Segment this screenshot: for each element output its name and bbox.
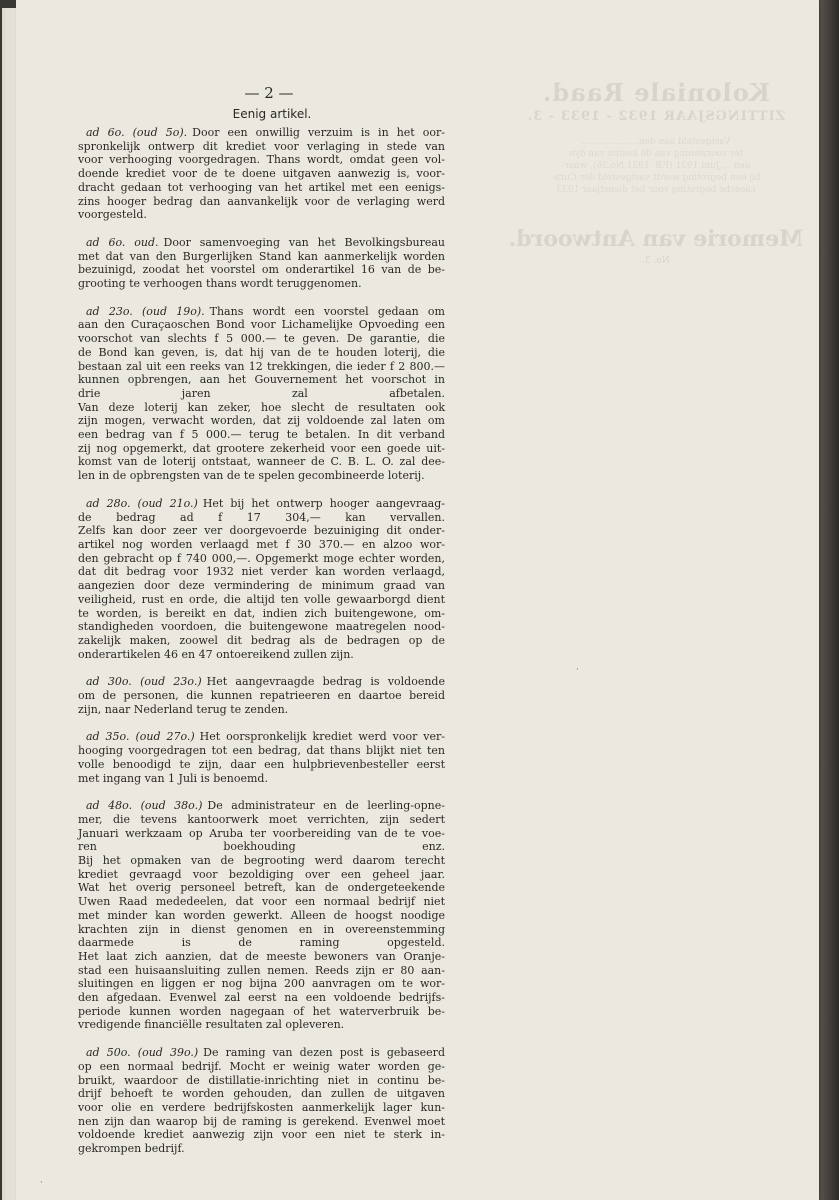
paper-speck: · xyxy=(40,1178,43,1188)
line-text: de Bond kan geven, is, dat hij van de te houden loterij, die xyxy=(78,345,445,359)
text-line xyxy=(78,1142,445,1156)
line-text: Januari werkzaam op Aruba ter voorbereiding van de te voe- xyxy=(78,826,445,840)
text-line xyxy=(78,923,445,937)
text-line xyxy=(78,607,445,621)
line-text: Het laat zich aanzien, dat de meeste bewoners van Oranje- xyxy=(78,949,445,963)
document-page xyxy=(16,0,819,1200)
line-text: voorgesteld. xyxy=(78,208,147,222)
text-line xyxy=(78,236,445,250)
line-text: met ingang van 1 Juli is benoemd. xyxy=(78,771,268,785)
line-text: De administrateur en de leerling-opne- xyxy=(207,799,445,813)
text-line xyxy=(78,511,445,525)
text-line xyxy=(78,799,445,813)
page-number: — 2 — xyxy=(244,84,294,102)
line-text: voldoende krediet aanwezig zijn voor een niet te sterk in- xyxy=(78,1128,445,1142)
line-text: nen zijn dan waarop bij de raming is gerekend. Evenwel moet xyxy=(78,1114,445,1128)
text-line xyxy=(78,744,445,758)
line-text: zins hooger bedrag dan aanvankelijk voor de verlaging werd xyxy=(78,194,445,208)
text-line xyxy=(78,620,445,634)
text-line xyxy=(78,401,445,415)
line-text: de bedrag ad f 17 304,— kan vervallen. xyxy=(78,510,445,524)
text-line xyxy=(78,524,445,538)
text-line xyxy=(78,1005,445,1019)
line-text: Wat het overig personeel betreft, kan de ondergeteekende xyxy=(78,881,445,895)
line-text: sluitingen en liggen er nog bijna 200 aanvragen om te wor- xyxy=(78,977,445,991)
text-line xyxy=(78,936,445,950)
paragraph xyxy=(78,497,445,661)
text-line xyxy=(78,250,445,264)
line-text: bruikt, waardoor de distillatie-inrichting niet in continu be- xyxy=(78,1073,445,1087)
text-line xyxy=(78,455,445,469)
line-text: standigheden voordoen, die buitengewone maatregelen nood- xyxy=(78,620,445,634)
text-line xyxy=(78,772,445,786)
body-text xyxy=(78,126,445,1170)
paper-speck: · xyxy=(576,665,579,675)
line-text: Uwen Raad mededeelen, dat voor een normaal bedrijf niet xyxy=(78,895,445,909)
text-line xyxy=(78,1128,445,1142)
text-line xyxy=(78,538,445,552)
line-text: hooging voorgedragen tot een bedrag, dat thans blijkt niet ten xyxy=(78,744,445,758)
text-line xyxy=(78,208,445,222)
text-line xyxy=(78,1018,445,1032)
text-line xyxy=(78,991,445,1005)
line-text: voor verhooging voorgedragen. Thans wordt, omdat geen vol- xyxy=(78,153,445,167)
text-line xyxy=(78,895,445,909)
line-text: grooting te verhoogen thans wordt teruggenomen. xyxy=(78,277,362,291)
line-text: aan den Curaçaoschen Bond voor Lichamelijke Opvoeding een xyxy=(78,318,445,332)
text-line xyxy=(78,689,445,703)
line-text: Het bij het ontwerp hooger aangevraag- xyxy=(202,496,445,510)
paragraph xyxy=(78,799,445,1032)
text-line xyxy=(78,840,445,854)
line-text: krachten zijn in dienst genomen en in overeenstemming xyxy=(78,922,445,936)
text-line xyxy=(78,277,445,291)
text-line xyxy=(78,675,445,689)
text-line xyxy=(78,181,445,195)
line-text: een bedrag van f 5 000.— terug te betalen. In dit verband xyxy=(78,428,445,442)
text-line xyxy=(78,1046,445,1060)
article-reference: ad 28o. (oud 21o.) xyxy=(86,496,198,510)
line-text: dat dit bedrag voor 1932 niet verder kan worden verlaagd, xyxy=(78,565,445,579)
line-text: len in de opbrengsten van de te spelen gecombineerde loterij. xyxy=(78,469,425,483)
book-spine-edge xyxy=(819,0,839,1200)
line-text: voorschot van slechts f 5 000.— te geven. De garantie, die xyxy=(78,332,445,346)
line-text: daarmede is de raming opgesteld. xyxy=(78,936,445,950)
line-text: komst van de loterij ontstaat, wanneer de C. B. L. O. zal dee- xyxy=(78,455,445,469)
paragraph xyxy=(78,126,445,222)
article-reference: ad 30o. (oud 23o.) xyxy=(86,675,202,689)
text-line xyxy=(78,703,445,717)
text-line xyxy=(78,730,445,744)
text-line xyxy=(78,758,445,772)
line-text: op een normaal bedrijf. Mocht er weinig water worden ge- xyxy=(78,1059,445,1073)
line-text: krediet gevraagd voor bezoldiging over een geheel jaar. xyxy=(78,867,445,881)
text-line xyxy=(78,140,445,154)
line-text: Zelfs kan door zeer ver doorgevoerde bezuiniging dit onder- xyxy=(78,524,445,538)
text-line xyxy=(78,153,445,167)
text-line xyxy=(78,977,445,991)
line-text: periode kunnen worden nagegaan of het waterverbruik be- xyxy=(78,1004,445,1018)
line-text: Door een onwillig verzuim is in het oor- xyxy=(192,126,445,139)
line-text: Het oorspronkelijk krediet werd voor ver- xyxy=(199,730,445,744)
text-line xyxy=(78,827,445,841)
line-text: spronkelijk ontwerp dit krediet voor verlaging in stede van xyxy=(78,139,445,153)
line-text: om de personen, die kunnen repatrieeren en daartoe bereid xyxy=(78,689,445,703)
line-text: met minder kan worden gewerkt. Alleen de hoogst noodige xyxy=(78,908,445,922)
paragraph xyxy=(78,236,445,291)
line-text: den afgedaan. Evenwel zal eerst na een voldoende bedrijfs- xyxy=(78,991,445,1005)
line-text: Het aangevraagde bedrag is voldoende xyxy=(206,675,445,689)
line-text: Van deze loterij kan zeker, hoe slecht de resultaten ook xyxy=(78,400,445,414)
text-line xyxy=(78,195,445,209)
article-reference: ad 48o. (oud 38o.) xyxy=(86,799,203,813)
line-text: gekrompen bedrijf. xyxy=(78,1142,185,1156)
text-line xyxy=(78,1060,445,1074)
section-heading: Eenig artikel. xyxy=(232,107,312,121)
line-text: te worden, is bereikt en dat, indien zich buitengewone, om- xyxy=(78,606,445,620)
text-line xyxy=(78,648,445,662)
text-line xyxy=(78,1115,445,1129)
line-text: voor olie en verdere bedrijfskosten aanmerkelijk lager kun- xyxy=(78,1101,445,1114)
line-text: bezuinigd, zoodat het voorstel om onderartikel 16 van de be- xyxy=(78,263,445,277)
paragraph xyxy=(78,305,445,483)
text-line xyxy=(78,909,445,923)
line-text: doende krediet voor de te doene uitgaven aanwezig is, voor- xyxy=(78,167,445,181)
text-line xyxy=(78,1101,445,1115)
text-line xyxy=(78,964,445,978)
text-line xyxy=(78,305,445,319)
line-text: stad een huisaansluiting zullen nemen. Reeds zijn er 80 aan- xyxy=(78,963,445,977)
text-line xyxy=(78,868,445,882)
line-text: met dat van den Burgerlijken Stand kan aanmerkelijk worden xyxy=(78,249,445,263)
article-reference: ad 23o. (oud 19o). xyxy=(86,304,205,318)
text-line xyxy=(78,593,445,607)
text-line xyxy=(78,1087,445,1101)
text-line xyxy=(78,1074,445,1088)
paragraph xyxy=(78,1046,445,1156)
text-line xyxy=(78,565,445,579)
line-text: den gebracht op f 740 000,—. Opgemerkt moge echter worden, xyxy=(78,551,445,565)
article-reference: ad 6o. oud. xyxy=(86,235,159,249)
text-line xyxy=(78,346,445,360)
line-text: zakelijk maken, zoowel dit bedrag als de bedragen op de xyxy=(78,633,445,647)
line-text: Thans wordt een voorstel gedaan om xyxy=(209,304,445,318)
text-line xyxy=(78,126,445,140)
text-line xyxy=(78,950,445,964)
line-text: volle benoodigd te zijn, daar een hulpbrievenbesteller eerst xyxy=(78,757,445,771)
line-text: aangezien door deze vermindering de minimum graad van xyxy=(78,579,445,593)
line-text: zijn mogen, verwacht worden, dat zij voldoende zal laten om xyxy=(78,414,445,428)
line-text: veiligheid, rust en orde, die altijd ten volle gewaarborgd dient xyxy=(78,592,445,606)
line-text: drijf behoeft te worden gehouden, dan zullen de uitgaven xyxy=(78,1087,445,1101)
line-text: bestaan zal uit een reeks van 12 trekkingen, die ieder f 2 800.— xyxy=(78,359,445,373)
text-line xyxy=(78,318,445,332)
line-text: Door samenvoeging van het Bevolkingsbureau xyxy=(163,235,445,249)
text-line xyxy=(78,881,445,895)
line-text: mer, die tevens kantoorwerk moet verrichten, zijn sedert xyxy=(78,812,445,826)
text-line xyxy=(78,442,445,456)
article-reference: ad 6o. (oud 5o). xyxy=(86,126,188,139)
text-line xyxy=(78,469,445,483)
line-text: onderartikelen 46 en 47 ontoereikend zullen zijn. xyxy=(78,647,354,661)
text-line xyxy=(78,373,445,387)
article-reference: ad 35o. (oud 27o.) xyxy=(86,730,195,744)
paragraph xyxy=(78,675,445,716)
text-line xyxy=(78,634,445,648)
text-line xyxy=(78,360,445,374)
text-line xyxy=(78,428,445,442)
line-text: drie jaren zal afbetalen. xyxy=(78,386,445,400)
line-text: kunnen opbrengen, aan het Gouvernement het voorschot in xyxy=(78,373,445,387)
paragraph xyxy=(78,730,445,785)
line-text: Bij het opmaken van de begrooting werd daarom terecht xyxy=(78,854,445,868)
text-line xyxy=(78,263,445,277)
text-line xyxy=(78,387,445,401)
bleed-through-text: Koloniale Raad. ZITTINGSJAAR 1932 - 1933 - 3. Vastgesteld aan den.................... ter voorziening van de kosten van dyn den ... Juni 1931 (P.B. 1931 No.36), waar- bij een begroting wordt vastgesteld der Cura- caosche begroting voor het dienstjaar 1933 Memorie van Antwoord. No. 3. xyxy=(508,78,804,266)
line-text: zijn, naar Nederland terug te zenden. xyxy=(78,702,289,716)
text-line xyxy=(78,813,445,827)
text-line xyxy=(78,854,445,868)
line-text: vredigende financiëlle resultaten zal opleveren. xyxy=(78,1018,345,1032)
text-line xyxy=(78,497,445,511)
line-text: De raming van dezen post is gebaseerd xyxy=(203,1046,445,1060)
line-text: ren boekhouding enz. xyxy=(78,840,445,854)
text-line xyxy=(78,167,445,181)
line-text: dracht gedaan tot verhooging van het artikel met een eenigs- xyxy=(78,180,445,194)
line-text: artikel nog worden verlaagd met f 30 370.— en alzoo wor- xyxy=(78,537,445,551)
text-line xyxy=(78,332,445,346)
article-reference: ad 50o. (oud 39o.) xyxy=(86,1046,199,1060)
text-line xyxy=(78,579,445,593)
line-text: zij nog opgemerkt, dat grootere zekerheid voor een goede uit- xyxy=(78,441,445,455)
text-line xyxy=(78,414,445,428)
text-line xyxy=(78,552,445,566)
